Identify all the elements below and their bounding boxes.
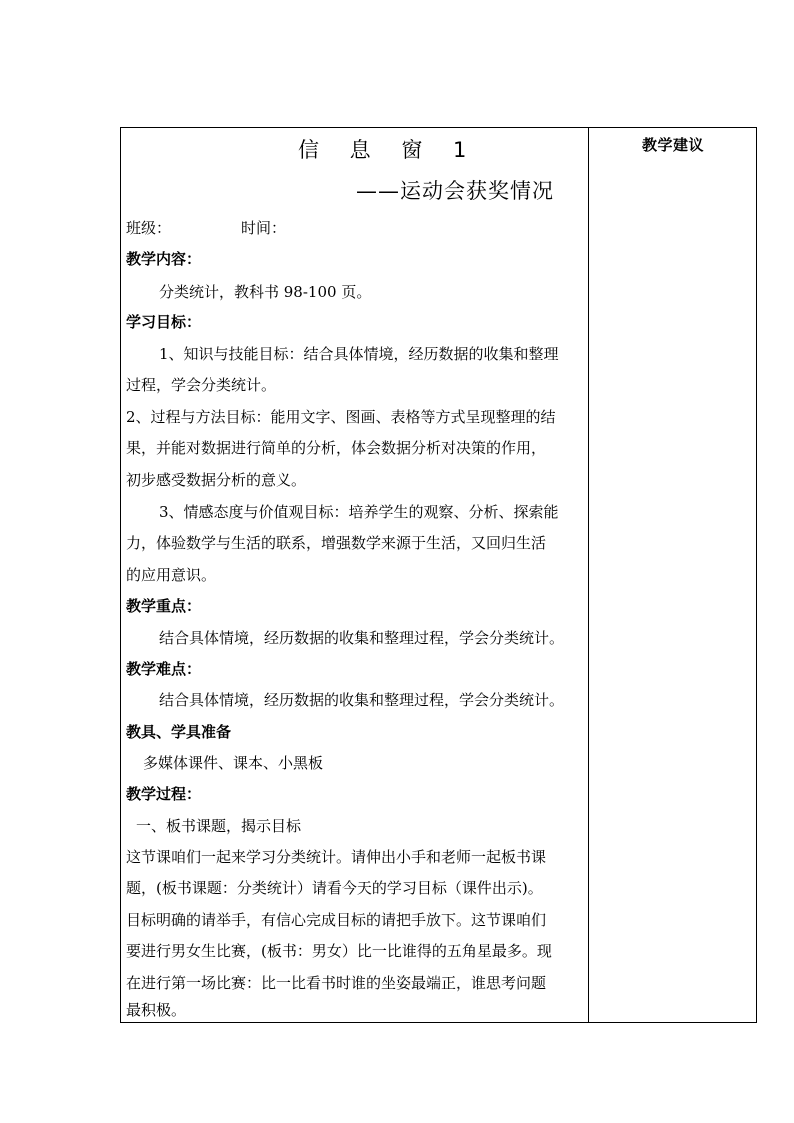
- process-heading: 教学过程：: [126, 785, 202, 803]
- process-paragraph-line2: 题，(板书课题：分类统计）请看今天的学习目标（课件出示)。: [126, 879, 543, 897]
- process-step1: 一、板书课题，揭示目标: [136, 817, 302, 835]
- goal2-line1: 2、过程与方法目标：能用文字、图画、表格等方式呈现整理的结: [126, 408, 556, 426]
- content-text: 分类统计，教科书 98-100 页。: [159, 283, 372, 301]
- focus-heading: 教学重点：: [126, 597, 202, 615]
- time-label: 时间：: [241, 219, 287, 237]
- process-paragraph-line5: 在进行第一场比赛：比一比看书时谁的坐姿最端正，谁思考问题: [126, 974, 547, 992]
- class-label: 班级：: [126, 219, 172, 237]
- page-title: 信 息 窗 1: [298, 138, 479, 162]
- difficulty-text: 结合具体情境，经历数据的收集和整理过程，学会分类统计。: [159, 691, 565, 709]
- goal3-line2: 力，体验数学与生活的联系，增强数学来源于生活，又回归生活: [126, 534, 547, 552]
- goal1-line2: 过程，学会分类统计。: [126, 376, 277, 394]
- process-paragraph-line6: 最积极。: [126, 1001, 187, 1019]
- goal2-line2: 果，并能对数据进行简单的分析，体会数据分析对决策的作用，: [126, 439, 547, 457]
- goal3-line1: 3、情感态度与价值观目标：培养学生的观察、分析、探索能: [159, 503, 559, 521]
- process-paragraph-line3: 目标明确的请举手，有信心完成目标的请把手放下。这节课咱们: [126, 911, 547, 929]
- goal3-line3: 的应用意识。: [126, 566, 217, 584]
- column-divider: [588, 128, 589, 1022]
- goals-heading: 学习目标：: [126, 313, 202, 331]
- goal1-line1: 1、知识与技能目标：结合具体情境，经历数据的收集和整理: [159, 345, 559, 363]
- tools-heading: 教具、学具准备: [126, 723, 232, 741]
- content-heading: 教学内容：: [126, 250, 202, 268]
- process-paragraph-line4: 要进行男女生比赛，(板书：男女）比一比谁得的五角星最多。现: [126, 942, 552, 960]
- tools-text: 多媒体课件、课本、小黑板: [143, 754, 324, 772]
- page-subtitle: ——运动会获奖情况: [356, 179, 554, 203]
- goal2-line3: 初步感受数据分析的意义。: [126, 471, 307, 489]
- difficulty-heading: 教学难点：: [126, 660, 202, 678]
- lesson-plan-table: [120, 127, 757, 1023]
- focus-text: 结合具体情境，经历数据的收集和整理过程，学会分类统计。: [159, 629, 565, 647]
- process-paragraph-line1: 这节课咱们一起来学习分类统计。请伸出小手和老师一起板书课: [126, 848, 547, 866]
- teaching-suggestions-header: 教学建议: [641, 136, 704, 154]
